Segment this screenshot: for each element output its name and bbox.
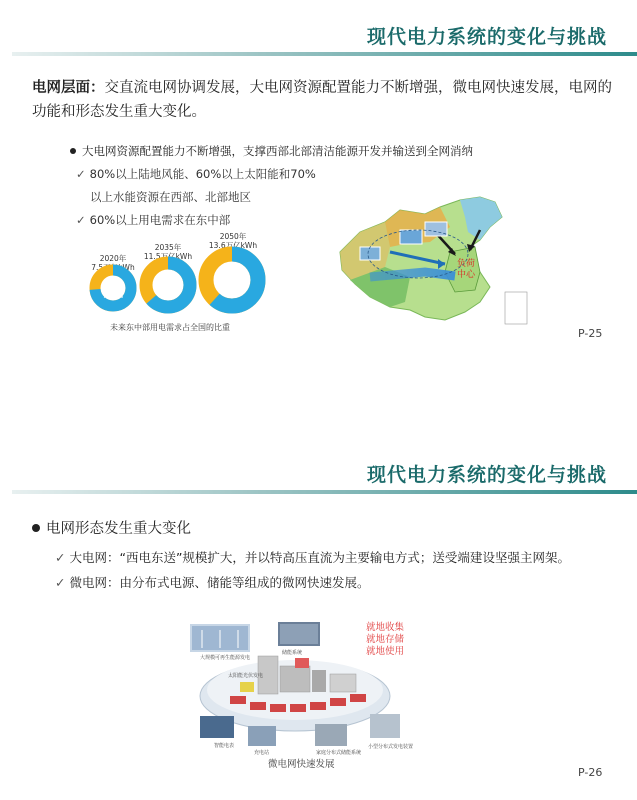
check-item-1	[55, 548, 570, 566]
building-small	[312, 670, 326, 692]
donut-amount: 13.6万亿kWh	[208, 241, 258, 250]
photo-storage-inner	[280, 624, 318, 644]
lead-bold: 电网层面：	[32, 80, 105, 96]
donut-year: 2050年	[219, 232, 247, 241]
bullet-dot-icon	[32, 524, 40, 532]
check-icon: ✓	[55, 575, 66, 590]
page-number: P-25	[578, 327, 603, 340]
tiny-label: 小型分布式发电装置	[368, 744, 414, 750]
donut-year: 2020年	[99, 254, 127, 263]
photo-small-generator	[370, 714, 400, 738]
donut-percent-label: 63.6%	[157, 291, 179, 300]
house-roof	[310, 702, 326, 710]
map-load-center-label: 负荷 中心	[457, 259, 476, 280]
house-roof	[350, 694, 366, 702]
photo-rooftop-solar	[200, 716, 234, 738]
map-south-sea-inset	[505, 292, 527, 324]
house-roof	[250, 702, 266, 710]
title-divider	[12, 490, 637, 494]
check-text-3: 60%以上用电需求在东中部	[89, 213, 231, 227]
check-item-2	[55, 573, 370, 591]
legend-item: 就地存储	[366, 634, 405, 645]
donut-caption: 未来东中部用电需求占全国的比重	[110, 323, 230, 332]
bullet-text: 大电网资源配置能力不断增强，支撑西部北部清洁能源开发并输送到全网消纳	[82, 144, 473, 158]
photo-home-storage	[315, 724, 347, 746]
donut-percent-label: 73.6%	[102, 291, 124, 300]
legend-list	[366, 622, 404, 658]
house-roof	[330, 698, 346, 706]
slide-title: 现代电力系统的变化与挑战	[366, 464, 607, 486]
check-text-1: 大电网：“西电东送”规模扩大，并以特高压直流为主要输电方式；送受端建设坚强主网架。	[69, 550, 570, 565]
tiny-label: 智能电表	[214, 743, 235, 749]
solar-panel	[240, 682, 254, 692]
tiny-label: 家庭分布式储能系统	[316, 750, 362, 756]
lead-text: 交直流电网协调发展，大电网资源配置能力不断增强，微电网快速发展，电网的功能和形态发生重大变化。	[32, 80, 612, 120]
donut-amount: 7.5万亿kWh	[91, 263, 135, 272]
house-roof	[230, 696, 246, 704]
donut-percent-label: 61.6%	[221, 288, 243, 297]
tiny-label: 充电站	[254, 750, 270, 756]
legend-item: 就地收集	[366, 622, 405, 633]
map-photo-hydro	[360, 247, 380, 260]
tiny-label: 大规模可再生能源发电	[200, 655, 251, 661]
china-map-illustration	[330, 192, 535, 332]
check-icon: ✓	[76, 167, 86, 181]
map-photo-wind	[425, 222, 447, 236]
map-transmission-arrow	[370, 272, 455, 277]
donut-year: 2035年	[154, 243, 182, 252]
house-roof	[270, 704, 286, 712]
donut-charts	[0, 0, 300, 330]
bullet-main	[32, 517, 191, 538]
page-number: P-26	[578, 766, 603, 779]
photo-charger	[248, 726, 276, 746]
building-block	[280, 666, 310, 692]
bullet-text: 电网形态发生重大变化	[46, 521, 191, 537]
slide-title: 现代电力系统的变化与挑战	[366, 26, 607, 48]
map-photo-solar	[400, 230, 422, 244]
donut-amount: 11.5万亿kWh	[143, 252, 193, 261]
slide-p26	[0, 420, 637, 800]
building-roof-red	[295, 658, 309, 668]
check-icon: ✓	[76, 213, 86, 227]
house-roof	[290, 704, 306, 712]
figure-caption: 微电网快速发展	[268, 759, 335, 770]
check-icon: ✓	[55, 550, 66, 565]
tiny-label: 储能系统	[282, 650, 303, 656]
building-warehouse	[330, 674, 356, 692]
check-text-2: 微电网：由分布式电源、储能等组成的微网快速发展。	[69, 575, 370, 590]
check-text-2: 以上水能资源在西部、北部地区	[90, 190, 251, 204]
tiny-label: 太阳能光伏发电	[228, 673, 264, 679]
legend-item: 就地使用	[366, 646, 405, 657]
slide-p25	[0, 0, 637, 395]
check-text-1: 80%以上陆地风能、60%以上太阳能和70%	[89, 167, 316, 181]
